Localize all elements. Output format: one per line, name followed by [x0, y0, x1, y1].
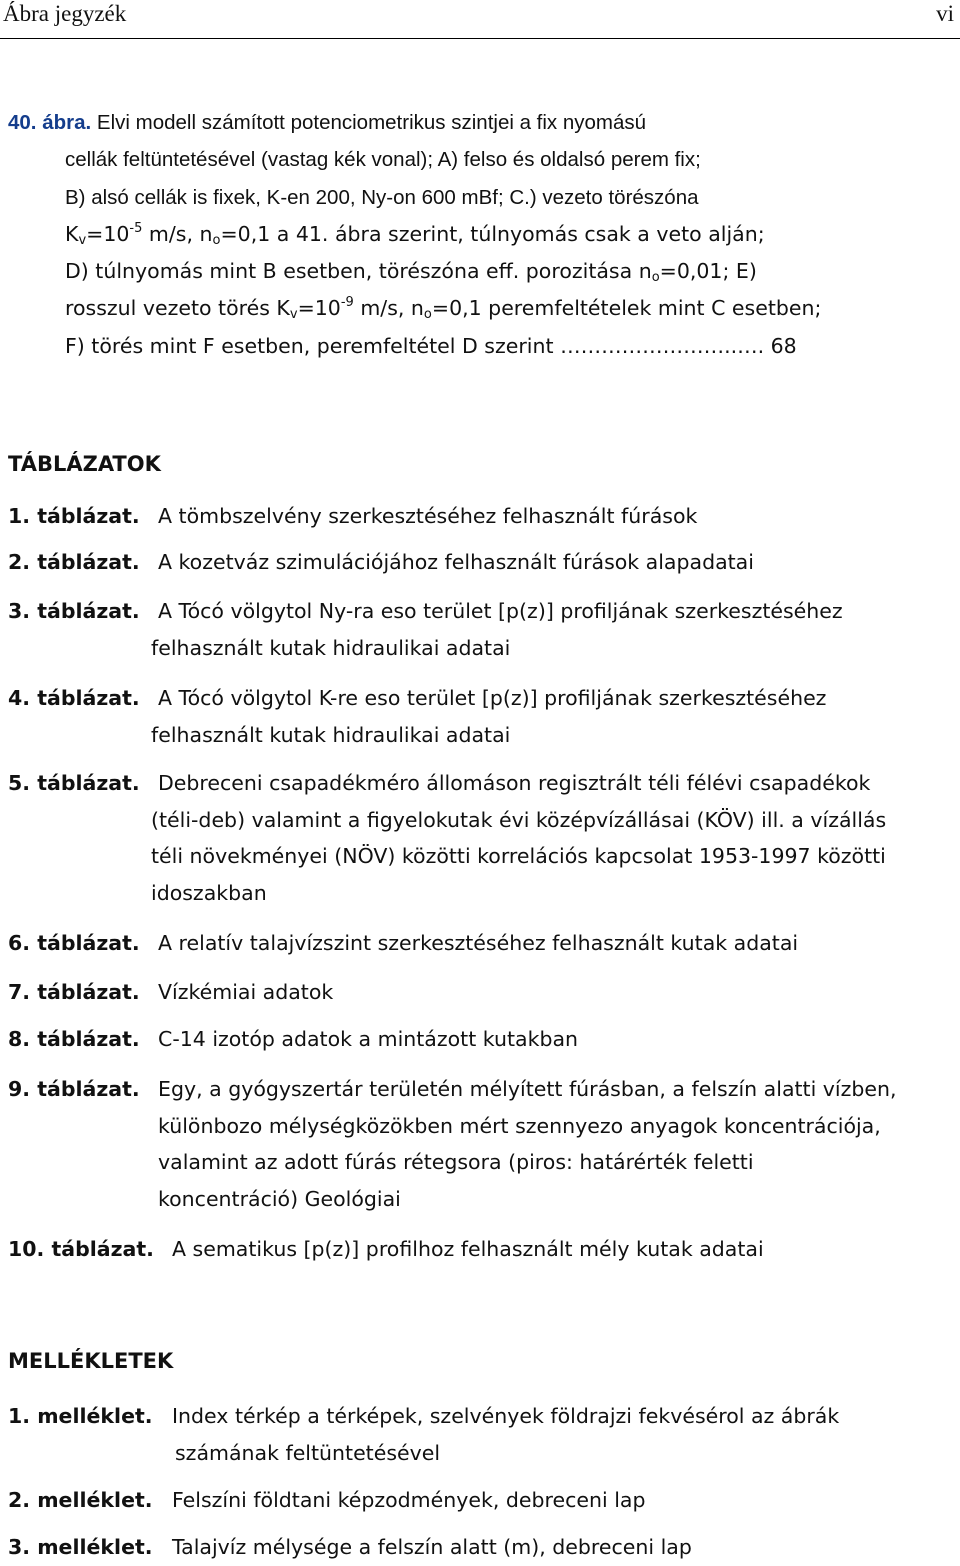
- appendix-entry-3[interactable]: 3. melléklet. Talajvíz mélysége a felszín alatt (m), debreceni lap: [8, 1529, 953, 1566]
- table-entry-number: 3. táblázat.: [8, 599, 140, 623]
- table-entry-number: 1. táblázat.: [8, 504, 140, 528]
- header-title: Ábra jegyzék: [3, 1, 127, 26]
- table-entry-number: 10. táblázat.: [8, 1237, 154, 1261]
- table-entry-1[interactable]: 1. táblázat. A tömbszelvény szerkesztéséhez felhasznált fúrások: [8, 498, 953, 535]
- table-entry-number: 5. táblázat.: [8, 771, 140, 795]
- figure-caption-line: Elvi modell számított potenciometrikus szintjei a fix nyomású: [96, 111, 647, 134]
- table-entry-number: 9. táblázat.: [8, 1077, 140, 1101]
- tables-section-title: TÁBLÁZATOK: [8, 452, 161, 476]
- table-entry-6[interactable]: 6. táblázat. A relatív talajvízszint szerkesztéséhez felhasznált kutak adatai: [8, 925, 953, 962]
- table-entry-9[interactable]: 9. táblázat. Egy, a gyógyszertár területén mélyített fúrásban, a felszín alatti vízben, különbozo mélységközökben mért szennyezo anyagok koncentrációja, valamint az adott fúrás rétegsora (piros: határérték feletti koncentráció) Geológiai: [8, 1071, 953, 1217]
- leader-dots: ……………………..….: [560, 333, 765, 358]
- table-entry-4[interactable]: 4. táblázat. A Tócó völgytol K-re eso terület [p(z)] profiljának szerkesztéséhez felhasznált kutak hidraulikai adatai: [8, 680, 953, 753]
- appendix-entry-1[interactable]: 1. melléklet. Index térkép a térképek, szelvények földrajzi fekvésérol az ábrák számának feltüntetésével: [8, 1398, 953, 1471]
- figure-caption-line: B) alsó cellák is fixek, K-en 200, Ny-on 600 mBf; C.) vezeto törészóna: [65, 185, 699, 209]
- appendix-section-title: MELLÉKLETEK: [8, 1349, 174, 1373]
- table-entry-number: 2. táblázat.: [8, 550, 140, 574]
- figure-caption-line: cellák feltüntetésével (vastag kék vonal); A) felso és oldalsó perem fix;: [65, 148, 701, 172]
- figure-caption-line: F) törés mint F esetben, peremfeltétel D szerint ……………………..…. 68: [65, 333, 797, 358]
- appendix-entry-number: 3. melléklet.: [8, 1535, 153, 1559]
- table-entry-10[interactable]: 10. táblázat. A sematikus [p(z)] profilhoz felhasznált mély kutak adatai: [8, 1231, 953, 1268]
- figure-caption-line: D) túlnyomás mint B esetben, törészóna eff. porozitása $n_o=0,01$; E): [65, 259, 757, 286]
- table-entry-2[interactable]: 2. táblázat. A kozetváz szimulációjához felhasznált fúrások alapadatai: [8, 544, 953, 581]
- table-entry-number: 6. táblázat.: [8, 931, 140, 955]
- table-entry-number: 8. táblázat.: [8, 1027, 140, 1051]
- table-entry-5[interactable]: 5. táblázat. Debreceni csapadékméro állomáson regisztrált téli félévi csapadékok (téli-deb) valamint a figyelokutak évi középvízállásai (KÖV) ill. a vízállás téli növekményei (NÖV) közötti korrelációs kapcsolat 1953-1997 közötti idoszakban: [8, 765, 953, 911]
- table-entry-7[interactable]: 7. táblázat. Vízkémiai adatok: [8, 974, 953, 1011]
- appendix-entry-2[interactable]: 2. melléklet. Felszíni földtani képzodmények, debreceni lap: [8, 1482, 953, 1519]
- appendix-entry-number: 2. melléklet.: [8, 1488, 153, 1512]
- page-header: [0, 0, 960, 39]
- figure-caption-40: [0, 104, 940, 365]
- table-entry-number: 4. táblázat.: [8, 686, 140, 710]
- table-entry-8[interactable]: 8. táblázat. C-14 izotóp adatok a mintázott kutakban: [8, 1021, 953, 1058]
- table-entry-3[interactable]: 3. táblázat. A Tócó völgytol Ny-ra eso terület [p(z)] profiljának szerkesztéséhez felhasznált kutak hidraulikai adatai: [8, 593, 953, 666]
- figure-number[interactable]: 40. ábra.: [8, 111, 92, 134]
- figure-page-number: 68: [764, 333, 797, 358]
- figure-caption-line: $K_v=10^{-5}$ m/s, $n_o=0,1$ a 41. ábra szerint, túlnyomás csak a veto alján;: [65, 220, 765, 248]
- figure-caption-line: rosszul vezeto törés $K_v=10^{-9}$ m/s, $n_o=0,1$ peremfeltételek mint C esetben;: [65, 295, 822, 323]
- appendix-entry-number: 1. melléklet.: [8, 1404, 153, 1428]
- page-number: vi: [936, 1, 954, 26]
- table-entry-number: 7. táblázat.: [8, 980, 140, 1004]
